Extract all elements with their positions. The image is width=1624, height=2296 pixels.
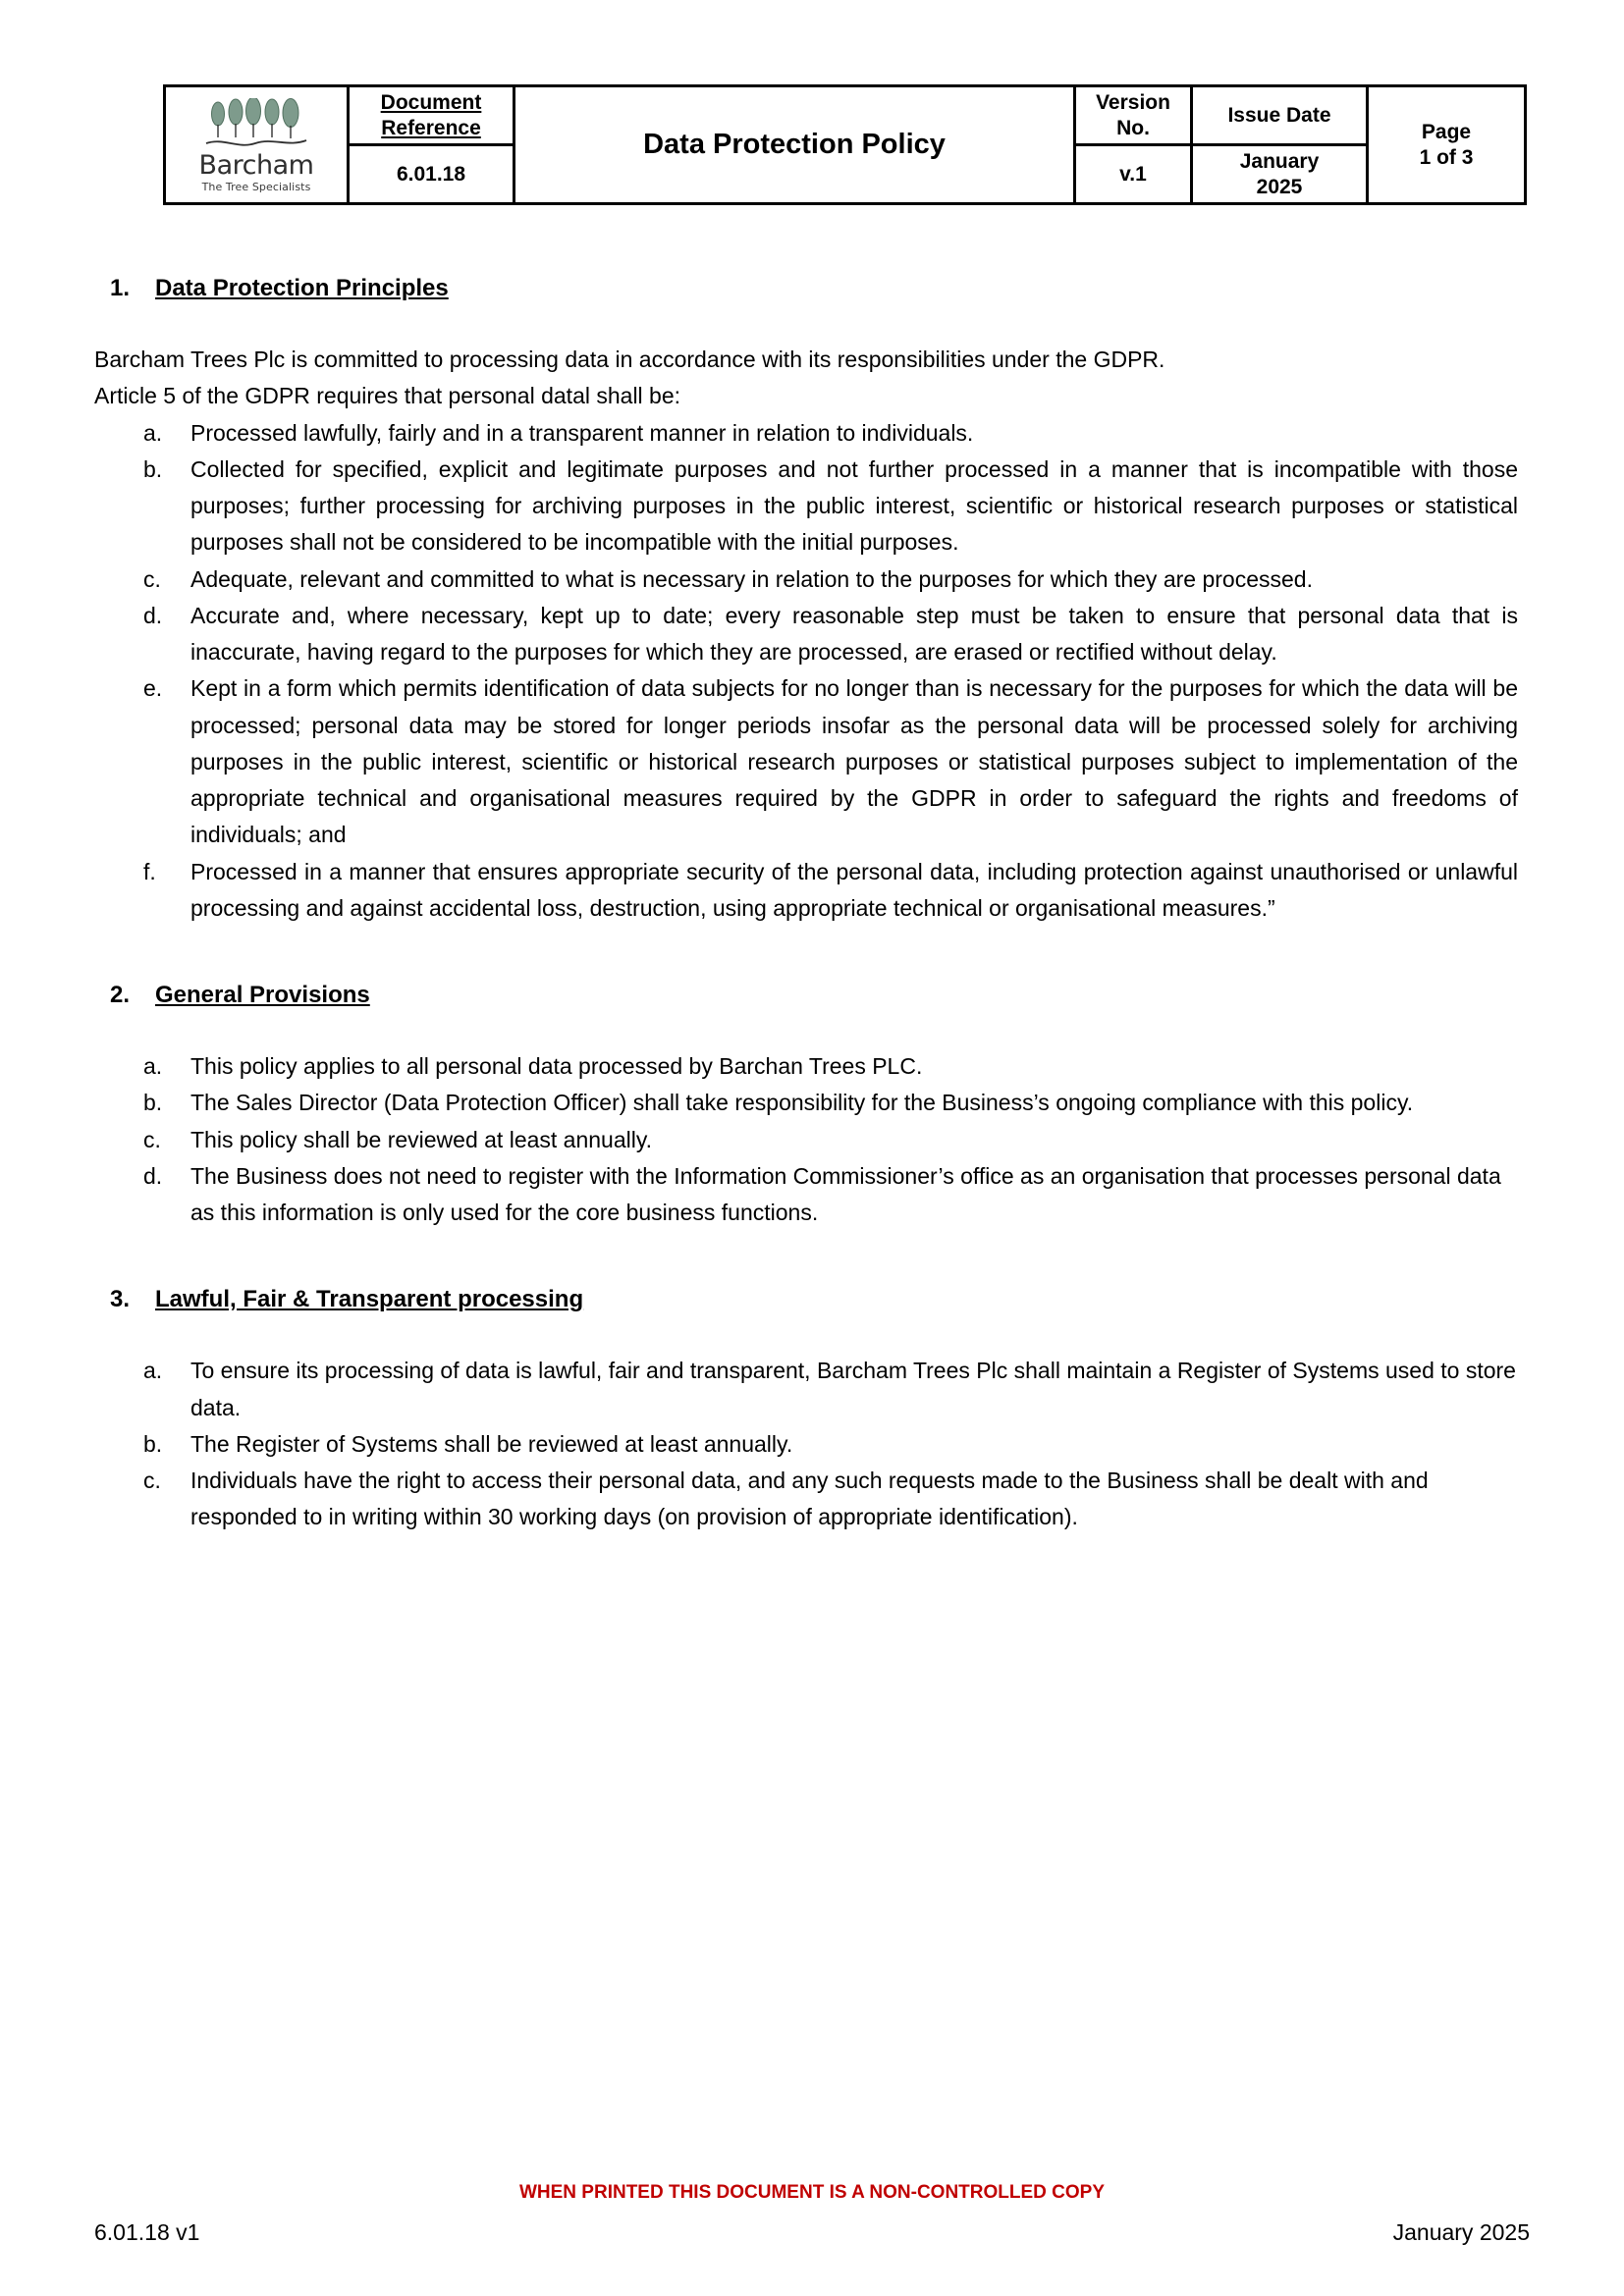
list-marker: d. — [143, 1162, 163, 1189]
list-text: Processed in a manner that ensures appropriate security of the personal data, including protection against unauthorised or unlawful processing and against accidental loss, destruction, using appropriate technical or organisational measures.” — [190, 858, 1518, 921]
issue-date-label-cell — [1192, 86, 1368, 145]
list-marker: a. — [143, 1053, 163, 1079]
list-marker: a. — [143, 419, 163, 446]
list-text: Collected for specified, explicit and legitimate purposes and not further processed in a manner that is incompatible with those purposes; further processing for archiving purposes in the public interest, scientific or historical research purposes or statistical purposes shall not be considered to be incompatible with the initial purposes. — [190, 455, 1518, 556]
document-body — [0, 275, 1624, 1536]
section-number-3: 3. — [110, 1286, 131, 1313]
list-item — [143, 1353, 1518, 1426]
list-text: Individuals have the right to access their personal data, and any such requests made to the Business shall be dealt with and responded to in writing within 30 working days (on provision of appropriate identification). — [190, 1468, 1429, 1530]
non-controlled-copy-notice: WHEN PRINTED THIS DOCUMENT IS A NON-CONTROLLED COPY — [518, 2182, 1106, 2203]
logo-tagline: The Tree Specialists — [201, 180, 311, 193]
document-reference-label-cell — [349, 86, 514, 145]
issue-date-label: Issue Date — [1227, 103, 1331, 127]
list-item — [143, 854, 1518, 928]
list-text: The Business does not need to register with the Information Commissioner’s office as an organisation that processes personal data as this information is only used for the core business functions. — [190, 1162, 1501, 1225]
section-title-1: Data Protection Principles — [155, 275, 449, 301]
list-item — [143, 1048, 1518, 1085]
section-number-2: 2. — [110, 982, 131, 1008]
section-1-intro-line-1: Barcham Trees Plc is committed to processing data in accordance with its responsibilities under the GDPR. — [94, 347, 1165, 372]
version-value: v.1 — [1119, 163, 1147, 187]
section-heading-1 — [110, 275, 1624, 302]
logo-wordmark: Barcham — [198, 149, 314, 181]
version-label-line2: No. — [1116, 116, 1150, 139]
section-3-list — [0, 1353, 1624, 1535]
section-title-3: Lawful, Fair & Transparent processing — [155, 1286, 584, 1313]
page-number-cell — [1368, 86, 1526, 204]
section-number-1: 1. — [110, 275, 131, 301]
section-title-2: General Provisions — [155, 982, 370, 1008]
document-reference-value: 6.01.18 — [396, 163, 466, 187]
list-text: Accurate and, where necessary, kept up to date; every reasonable step must be taken to ensure that personal data that is inaccurate, having regard to the purposes for which they are processed, are erased or rectified without delay. — [190, 602, 1518, 665]
document-reference-value-cell — [349, 145, 514, 204]
list-item — [143, 1085, 1518, 1121]
list-text: The Register of Systems shall be reviewed at least annually. — [190, 1430, 793, 1457]
list-marker: c. — [143, 565, 161, 592]
list-item — [143, 598, 1518, 671]
trees-icon — [204, 98, 308, 151]
page-value: 1 of 3 — [1419, 145, 1474, 169]
list-item — [143, 561, 1518, 598]
issue-date-value-line2: 2025 — [1256, 175, 1303, 198]
document-reference-label-line1: Document — [380, 91, 482, 114]
list-text: This policy applies to all personal data processed by Barchan Trees PLC. — [190, 1053, 923, 1079]
document-title-cell — [514, 86, 1075, 204]
list-item — [143, 670, 1518, 853]
list-item — [143, 452, 1518, 561]
list-text: To ensure its processing of data is lawful, fair and transparent, Barcham Trees Plc shall maintain a Register of Systems used to store data. — [190, 1358, 1516, 1420]
footer-date: January 2025 — [1392, 2219, 1530, 2245]
list-marker: c. — [143, 1468, 161, 1493]
list-text: The Sales Director (Data Protection Officer) shall take responsibility for the Business’s ongoing compliance with this policy. — [190, 1090, 1414, 1116]
list-marker: d. — [143, 602, 163, 628]
list-text: Processed lawfully, fairly and in a transparent manner in relation to individuals. — [190, 419, 974, 446]
list-marker: b. — [143, 455, 163, 482]
list-item — [143, 1426, 1518, 1463]
page-label: Page — [1421, 121, 1472, 144]
list-marker: b. — [143, 1090, 163, 1116]
list-item — [143, 1158, 1518, 1232]
version-label-cell — [1075, 86, 1192, 145]
issue-date-value-cell — [1192, 145, 1368, 204]
section-heading-3 — [110, 1286, 1624, 1313]
section-2-list — [0, 1048, 1624, 1231]
list-marker: f. — [143, 858, 156, 884]
version-value-cell — [1075, 145, 1192, 204]
list-marker: a. — [143, 1358, 163, 1384]
list-text: This policy shall be reviewed at least annually. — [190, 1126, 653, 1152]
document-reference-label-line2: Reference — [381, 116, 481, 139]
section-heading-2 — [110, 982, 1624, 1009]
list-item — [143, 1463, 1518, 1536]
company-logo-cell — [165, 86, 349, 204]
list-item — [143, 415, 1518, 452]
barcham-logo — [170, 98, 343, 192]
issue-date-value-line1: January — [1239, 150, 1320, 174]
list-text: Adequate, relevant and committed to what is necessary in relation to the purposes for which they are processed. — [190, 565, 1313, 592]
list-text: Kept in a form which permits identification of data subjects for no longer than is necessary for the purposes for which the data will be processed; personal data may be stored for longer periods insofar as the personal data will be processed solely for archiving purposes in the public interest, scientific or historical research purposes or statistical purposes subject to implementation of the appropriate technical and organisational measures required by the GDPR in order to safeguard the rights and freedoms of individuals; and — [190, 675, 1518, 848]
document-title: Data Protection Policy — [643, 129, 946, 161]
section-1-intro-line-2: Article 5 of the GDPR requires that personal datal shall be: — [94, 383, 681, 409]
list-marker: c. — [143, 1126, 161, 1152]
list-item — [143, 1122, 1518, 1158]
document-header-table — [163, 84, 1527, 205]
version-label-line1: Version — [1096, 91, 1170, 114]
list-marker: b. — [143, 1430, 163, 1457]
list-marker: e. — [143, 675, 163, 702]
footer-document-reference: 6.01.18 v1 — [94, 2219, 200, 2245]
document-footer — [0, 2159, 1624, 2296]
section-1-list — [0, 415, 1624, 928]
